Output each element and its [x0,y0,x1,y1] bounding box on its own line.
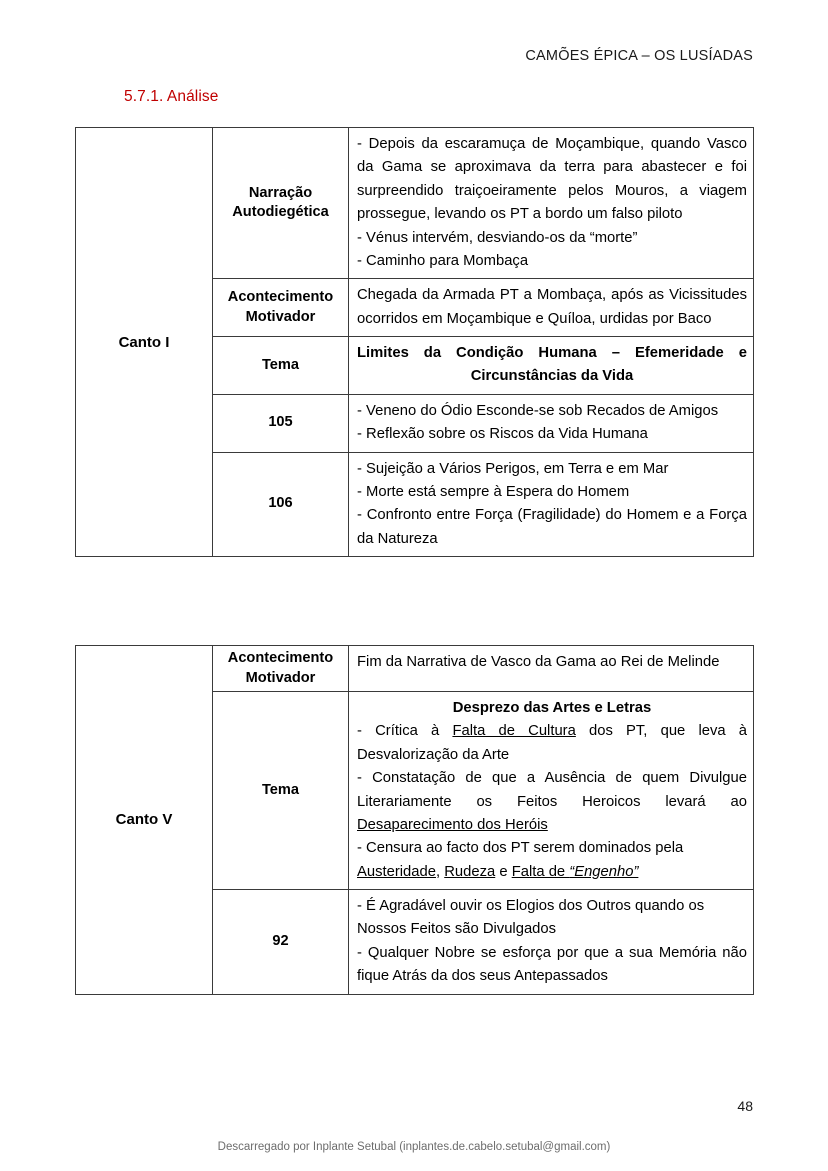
body-paragraph [357,767,747,837]
text-run: - Censura ao facto dos PT serem dominados pela [357,840,684,857]
table-row [76,646,754,692]
row-body-cell [349,394,754,452]
row-body-cell [349,646,754,692]
section-heading: 5.7.1. Análise [124,88,219,105]
row-body-cell [349,890,754,995]
text-run: - Crítica à [357,723,453,740]
underlined-term: Falta de [511,863,570,880]
body-paragraph: Fim da Narrativa de Vasco da Gama ao Rei de Melinde [357,654,720,670]
text-run: e [495,863,512,880]
analysis-table-canto-v [75,645,754,995]
body-paragraph: - Confronto entre Força (Fragilidade) do Homem e a Força da Natureza [357,507,747,547]
body-paragraph: - Caminho para Mombaça [357,252,529,269]
text-run: , [435,863,445,880]
body-paragraph: - Veneno do Ódio Esconde-se sob Recados de Amigos [357,402,719,419]
underlined-term: Austeridade [357,863,436,880]
row-label-line1: 92 [272,933,289,950]
row-label-cell [213,279,349,337]
row-label-line2: Motivador [245,308,316,325]
body-paragraph: - Morte está sempre à Espera do Homem [357,483,630,500]
body-paragraph: - Vénus intervém, desviando-os da “morte” [357,229,638,246]
row-body-cell [349,452,754,557]
body-paragraph: - Qualquer Nobre se esforça por que a sua Memória não fique Atrás da dos seus Antepassados [357,944,747,985]
row-label-line1: Acontecimento [227,650,334,666]
body-paragraph: - Depois da escaramuça de Moçambique, quando Vasco da Gama se aproximava da terra para abastecer e foi surpreendido traiçoeiramente pelos Mouros, a viagem prossegue, levando os PT a bordo um falso piloto [357,136,747,223]
row-label-line2: Motivador [245,669,316,686]
row-label-cell [213,394,349,452]
canto-label-cell: Canto I [76,128,213,557]
row-label-cell [213,337,349,395]
row-label-line1: Acontecimento [227,289,334,306]
text-run: - Constatação de que a Ausência de quem Divulgue Literariamente os Feitos Heroicos levará ao [357,770,747,810]
row-label-line1: Narração [248,184,313,201]
body-paragraph [357,720,747,767]
body-paragraph: Limites da Condição Humana – Efemeridade e Circunstâncias da Vida [357,345,747,385]
row-body-cell-rich [349,692,754,890]
row-label-cell [213,890,349,995]
body-paragraph: Chegada da Armada PT a Mombaça, após as Vicissitudes ocorridos em Moçambique e Quíloa, urdidas por Baco [357,287,747,327]
row-body-cell [349,279,754,337]
row-label-line1: 106 [268,495,293,512]
analysis-table-canto-i [75,127,754,557]
text-run: dos PT, que leva à Desvalorização da Arte [357,723,748,763]
row-label-line2: Autodiegética [232,204,329,221]
row-body-cell [349,128,754,279]
footer-note: Descarregado por Inplante Setubal (inplantes.de.cabelo.setubal@gmail.com) [217,1141,611,1153]
underlined-italic-term: “Engenho” [569,863,639,880]
row-label-cell [213,646,349,692]
body-paragraph: - Reflexão sobre os Riscos da Vida Humana [357,426,648,443]
row-label-line1: Tema [261,356,300,373]
row-label-cell [213,452,349,557]
row-body-cell [349,337,754,395]
running-header: CAMÕES ÉPICA – OS LUSÍADAS [525,48,753,64]
row-label-cell [213,128,349,279]
body-paragraph: - Sujeição a Vários Perigos, em Terra e em Mar [357,460,669,477]
underlined-term: Rudeza [444,863,496,880]
table-row [76,128,754,279]
row-label-line1: 105 [268,414,293,431]
row-label-line1: Tema [261,781,300,798]
underlined-term: Falta de Cultura [452,723,576,740]
page-number: 48 [737,1098,753,1114]
canto-label-cell: Canto V [76,646,213,995]
underlined-term: Desaparecimento dos Heróis [357,816,548,833]
row-label-cell [213,692,349,890]
body-paragraph [357,837,747,884]
body-paragraph: - É Agradável ouvir os Elogios dos Outros quando os Nossos Feitos são Divulgados [357,898,705,938]
body-subtitle: Desprezo das Artes e Letras [452,700,652,717]
